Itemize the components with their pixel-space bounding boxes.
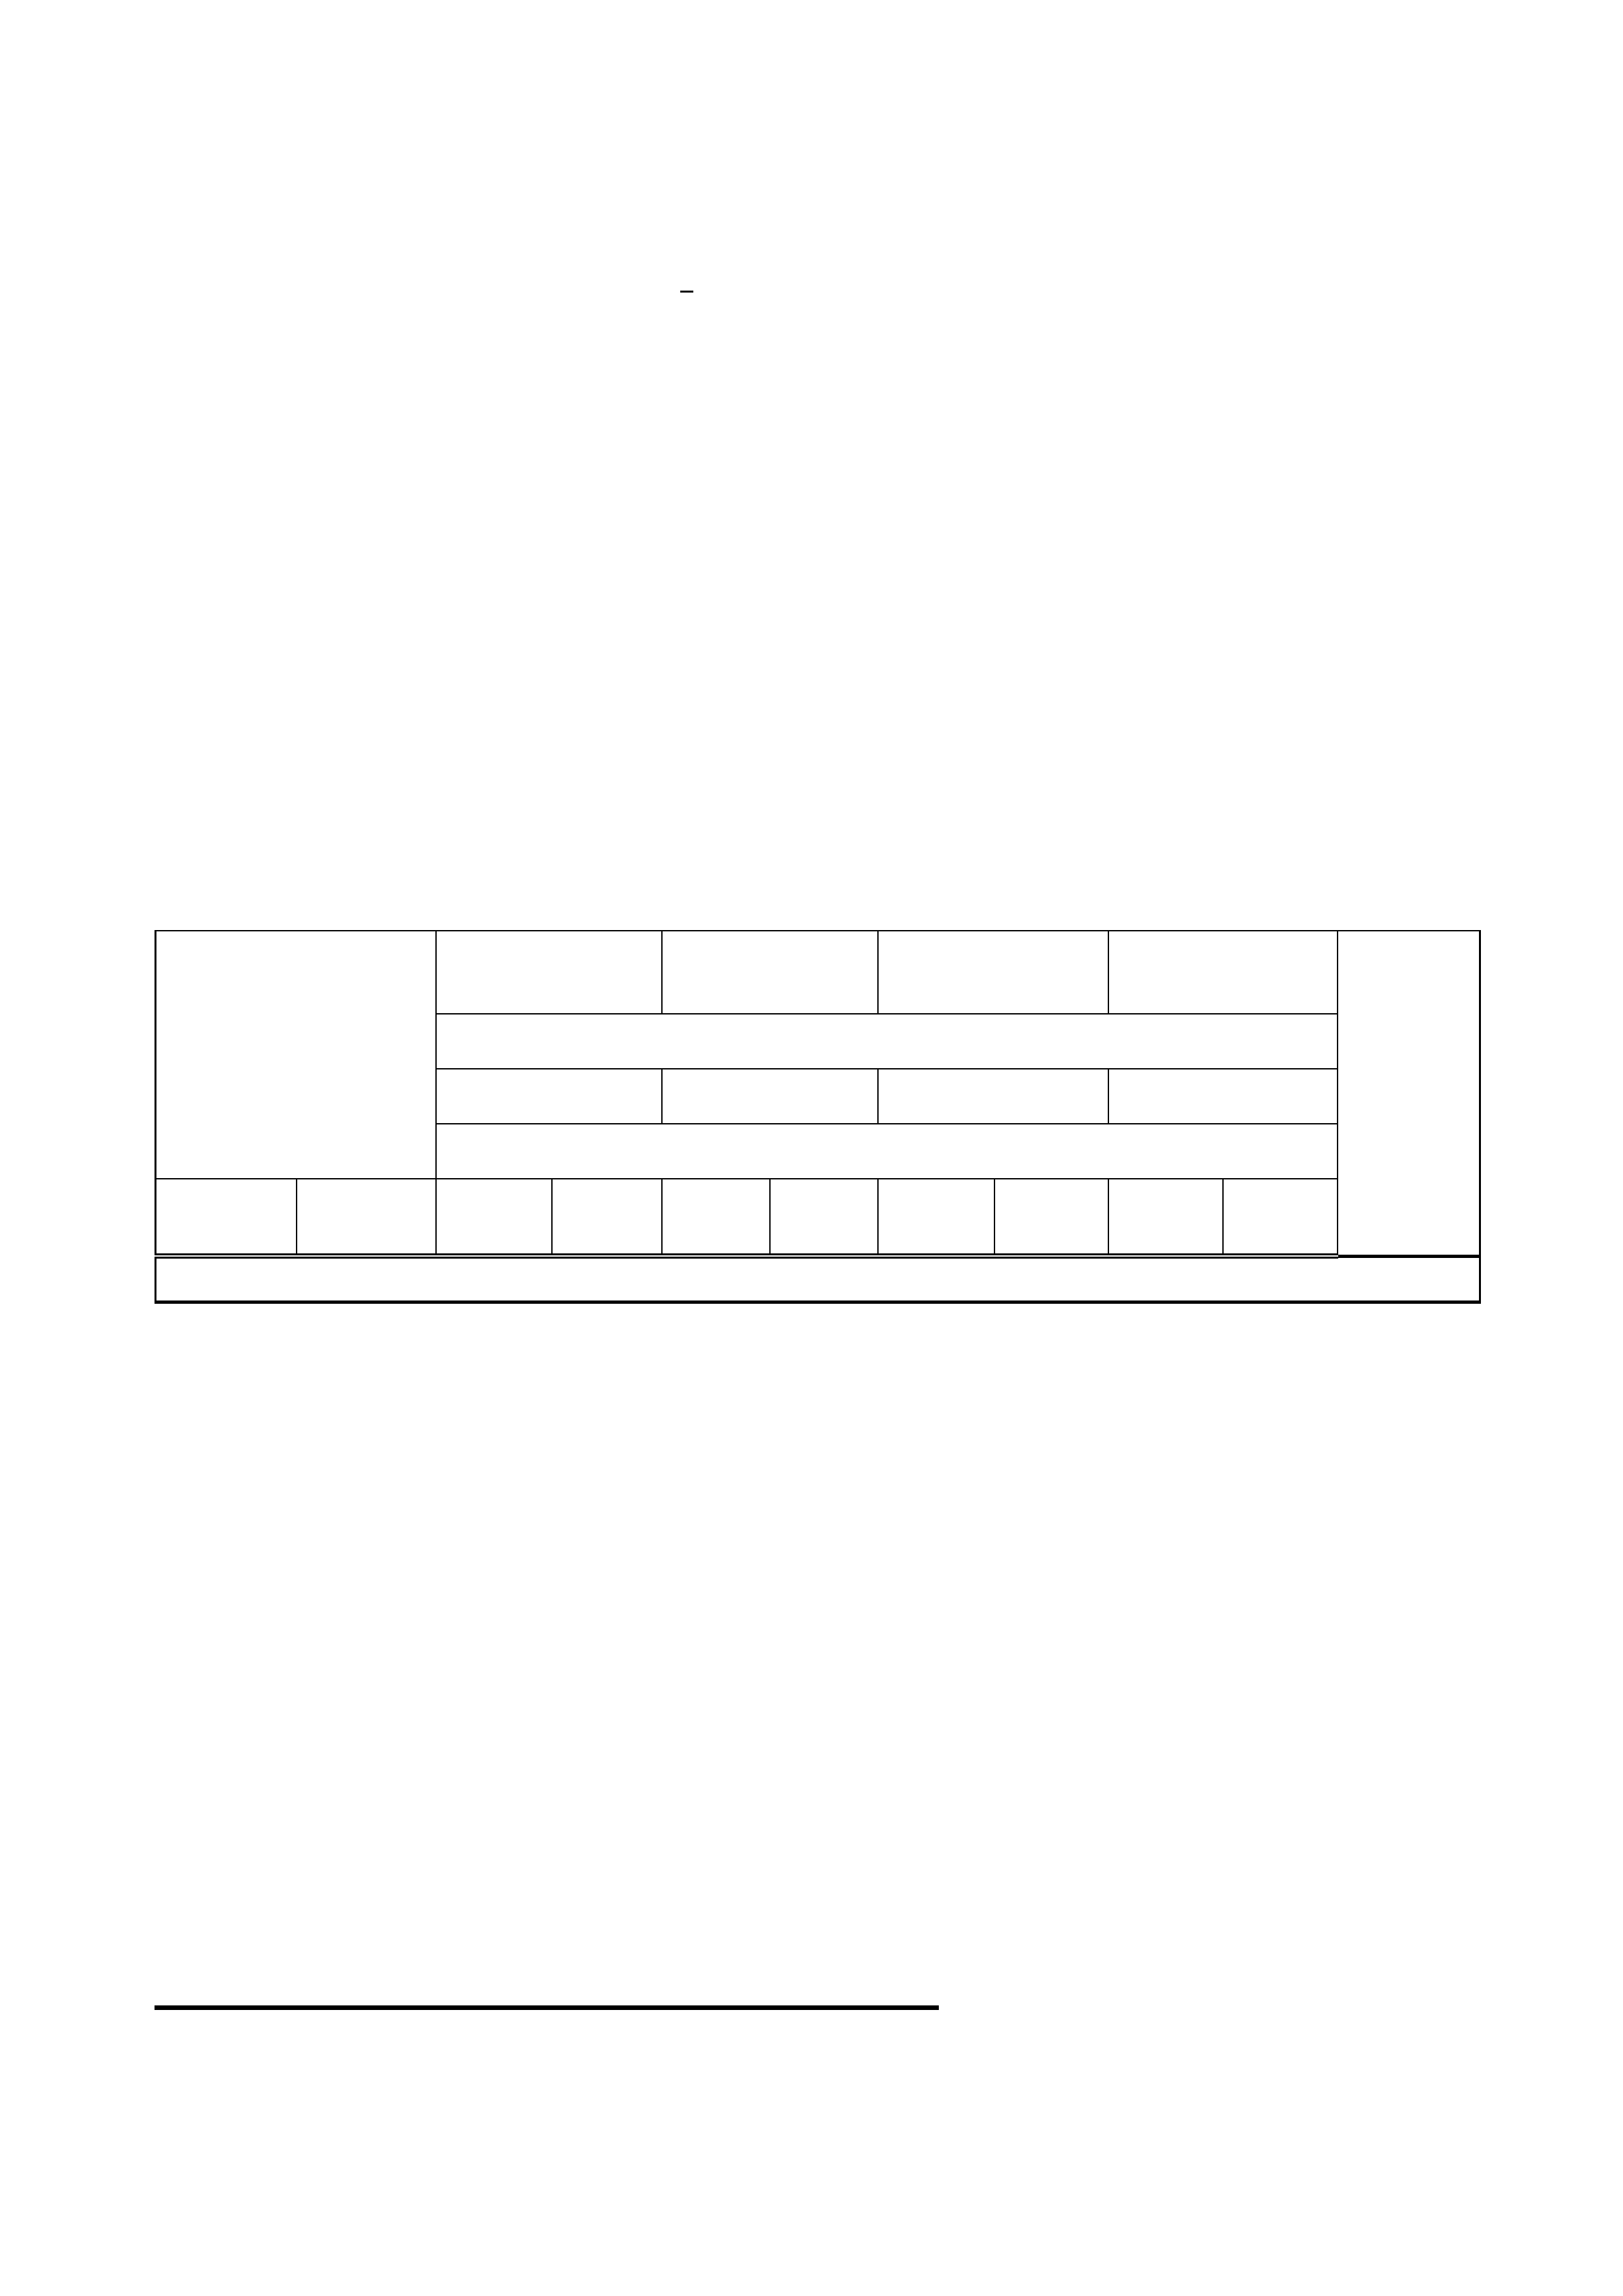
header-nom (436, 1179, 552, 1256)
header-nom (1108, 1179, 1223, 1256)
table-footnote (156, 1256, 1480, 1302)
header-wall-thickness (436, 1124, 1338, 1179)
header-pressure (436, 1069, 662, 1124)
formula-denominator (680, 293, 693, 295)
header-nom (878, 1179, 994, 1256)
header-ovality (1338, 931, 1480, 1256)
header-pressure-title (436, 1014, 1338, 1069)
header-pressure (1108, 1069, 1338, 1124)
header-sdr-group (878, 931, 1108, 1014)
header-nom (662, 1179, 770, 1256)
formula-mop (671, 288, 702, 295)
header-sdr-group (1108, 931, 1338, 1014)
header-dev (770, 1179, 878, 1256)
header-sdr-group (662, 931, 878, 1014)
header-dev (994, 1179, 1108, 1256)
header-dev (297, 1179, 436, 1256)
formula-numerator (680, 288, 693, 293)
footnote-divider (155, 2005, 939, 2010)
header-dev (1223, 1179, 1338, 1256)
pipe-dimensions-table (155, 930, 1481, 1304)
table-footnote-row (156, 1256, 1480, 1302)
header-diameter (156, 931, 436, 1179)
header-pressure (662, 1069, 878, 1124)
header-nom (156, 1179, 297, 1256)
header-pressure (878, 1069, 1108, 1124)
header-sdr-group (436, 931, 662, 1014)
header-row-subcols (156, 1179, 1480, 1256)
formula-fraction (680, 288, 693, 295)
header-row-sdr (156, 931, 1480, 1014)
header-dev (552, 1179, 662, 1256)
